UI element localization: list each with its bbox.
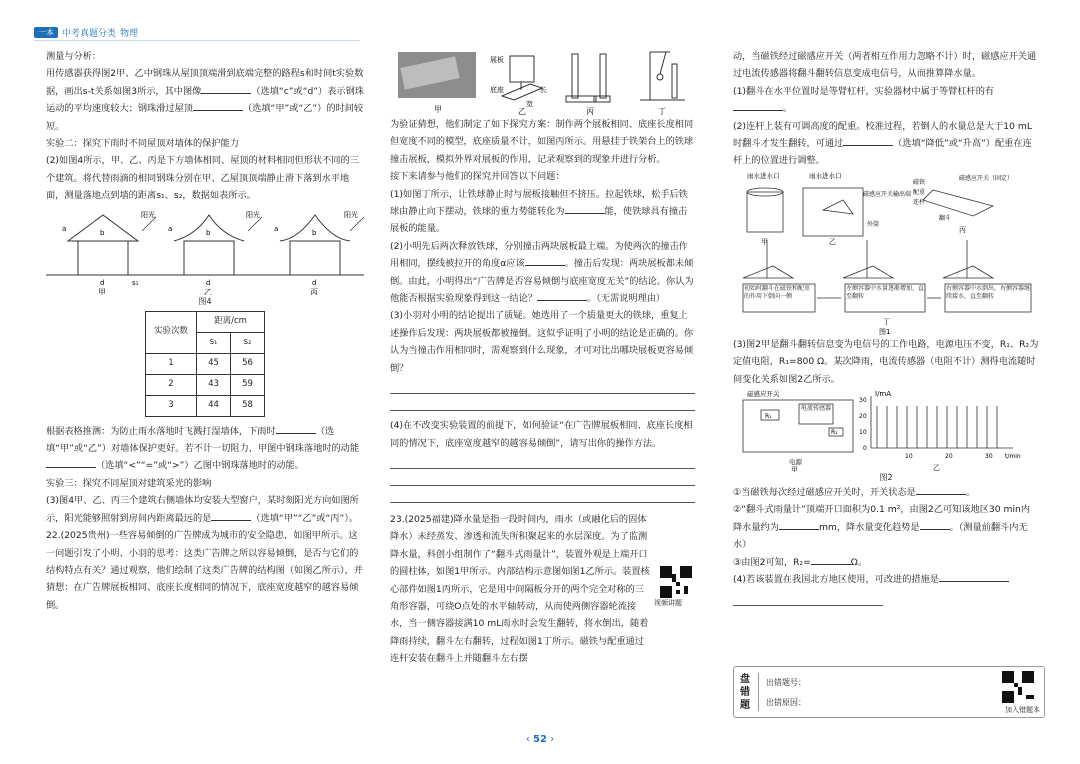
table-header-trial: 实验次数 xyxy=(146,311,197,353)
label-length: 长 xyxy=(540,86,547,94)
ytick-0: 0 xyxy=(863,445,867,453)
sun-label-1: 阳光 xyxy=(141,210,155,219)
question-2-text: (2)如图4所示，甲、乙、丙是下方墙体相同、屋顶的材料相同但形状不同的三个建筑。将代替雨滴的相同钢珠分别在甲、乙屋顶顶端静止滑下落到水平地面，测量落地点到墙的距离s₁、s₂，数据如表所示。 xyxy=(46,155,359,202)
table-header-distance: 距离/cm xyxy=(197,311,265,332)
column-middle xyxy=(390,48,695,668)
question-2-right-end: （选填“降低”或“升高”）配重在连杆上的位置进行调整。 xyxy=(733,138,1032,167)
figure-billboard xyxy=(390,48,695,116)
page-number: 52 xyxy=(533,734,547,745)
sub-q2-b: mm，降水量变化趋势是 xyxy=(818,521,920,533)
figure-2-svg xyxy=(733,388,1039,472)
question-2-mid-c: 。（无需说明理由） xyxy=(587,293,666,305)
question-2-right: (2)连杆上装有可调高度的配重。校准过程，若倒人的水量总是大于10 mL时翻斗才发生翻转，可通过 xyxy=(733,120,1032,150)
question-2-mid-b: 。撞击后发现：两块展板都未倾倒。由此，小明得出“广告牌是否容易倾倒与底座宽度无关”的结论。你认为他能否根据实验现象得到这一结论？ xyxy=(390,258,694,305)
label-yi: 乙 xyxy=(204,287,212,295)
fig2-label-yi: 乙 xyxy=(933,464,940,473)
experiment-three-title: 实验三：探究不同屋顶对建筑采光的影响 xyxy=(46,477,212,489)
fig1-label-ding: 丁 xyxy=(883,317,890,326)
fig1-label-bing: 丙 xyxy=(959,225,966,234)
ytick-30: 30 xyxy=(859,397,867,405)
fig1-label-yi: 乙 xyxy=(829,237,836,246)
label-bucket: 翻斗 xyxy=(939,214,952,222)
question-3-right: (3)图2甲是翻斗翻转信息变为电信号的工作电路，电源电压不变，R₁、R₂为定值电阻，R₁=800 Ω。某次降雨，电流传感器（电阻不计）测得电流随时间变化关系如图2乙所示。 xyxy=(733,338,1039,385)
question-1-right: (1)翻斗在水平位置时是等臂杠杆，实验器材中属于等臂杠杆的有 xyxy=(733,85,995,97)
step-1-text: 初始时翻斗在磁铁和配重的作用下倒向一侧 xyxy=(744,284,811,300)
sun-label-2: 阳光 xyxy=(246,210,260,219)
label-b-1: b xyxy=(100,228,105,237)
question-3-end: （选填“甲”“乙”或“丙”）。 xyxy=(251,512,359,524)
table-header-s2: s₂ xyxy=(230,332,264,353)
label-width: 宽 xyxy=(526,100,533,108)
label-b-2: b xyxy=(206,228,211,237)
label-magnetic-switch: 磁感应开关 xyxy=(747,390,780,399)
sun-label-3: 阳光 xyxy=(344,210,358,219)
label-rod: 连杆 xyxy=(913,198,926,206)
step-2-text: 左侧容器中水量逐渐增加，直至翻转 xyxy=(846,284,924,300)
xtick-30: 30 xyxy=(985,453,993,461)
fig2-ylabel: I/mA xyxy=(875,390,892,399)
experiment-two-title: 实验二：探究下雨时不同屋顶对墙体的保护能力 xyxy=(46,138,239,150)
label-outer-tube: 外筒 xyxy=(867,220,880,228)
question-3-mid-text: (3)小羽对小明的结论提出了质疑。她选用了一个质量更大的铁球，重复上述操作后发现：两块展板都被撞倒。这似乎证明了小明的结论是正确的。你认为当撞击作用相同时，需观察到什么现象，才可对比出哪块展板更容易倾倒？ xyxy=(390,310,694,374)
figure-1-svg xyxy=(733,170,1039,336)
mistake-box xyxy=(733,666,1045,718)
fig-label-yi: 乙 xyxy=(518,107,526,116)
ytick-20: 20 xyxy=(859,413,867,421)
answer-line-3[interactable] xyxy=(390,452,695,469)
sub-q3-end: Ω。 xyxy=(850,556,868,568)
sub-q1-end: 。 xyxy=(965,487,975,499)
sub-q2: ②“翻斗式雨量计”顶端开口面积为0.1 m²，由图2乙可知该地区30 min内降水量约为 xyxy=(733,504,1031,533)
blank-8[interactable] xyxy=(537,300,587,301)
label-jia: 甲 xyxy=(98,287,106,295)
question-3-text: (3)图4甲、乙、丙三个建筑右侧墙体均安装大型窗户，某时刻阳光方向如图所示，阳光能够照射到房间内距离最远的是 xyxy=(46,495,359,524)
label-a-2: a xyxy=(168,224,173,233)
figure-4 xyxy=(46,205,364,295)
label-r2: R₂ xyxy=(831,429,838,437)
label-counterweight: 配重 xyxy=(913,188,926,196)
sub-q1: ①当磁铁每次经过磁感应开关时，开关状态是 xyxy=(733,487,916,499)
mistake-label: 盘错题 xyxy=(740,674,750,711)
blank-14[interactable] xyxy=(811,564,851,565)
blank-3[interactable] xyxy=(276,433,316,434)
answer-line-6[interactable] xyxy=(733,589,883,606)
label-base: 底座 xyxy=(490,86,504,94)
column-left xyxy=(46,48,364,614)
figure-2-caption: 图2 xyxy=(879,473,893,483)
add-mistake-link[interactable]: 加入错题本 xyxy=(1005,706,1040,714)
mistake-divider xyxy=(758,673,759,711)
fig1-label-jia: 甲 xyxy=(761,237,768,246)
billboard-svg xyxy=(390,48,695,116)
label-power: 电源 xyxy=(789,458,802,467)
table-row: 2 43 59 xyxy=(146,374,265,395)
fig-label-jia: 甲 xyxy=(434,105,442,114)
answer-line-5[interactable] xyxy=(390,486,695,503)
text-measure: 测量与分析： xyxy=(46,51,102,62)
series-title: 中考真题分类 xyxy=(62,29,117,39)
subject-title: 物理 xyxy=(120,29,139,39)
label-r1: R₁ xyxy=(765,413,772,421)
fig2-xlabel: t/min xyxy=(1005,453,1021,461)
blank-12[interactable] xyxy=(779,529,819,530)
label-board: 展板 xyxy=(490,56,504,64)
blank-15[interactable] xyxy=(939,581,1009,582)
qr-label: 视频讲题 xyxy=(654,599,682,607)
xtick-20: 20 xyxy=(945,453,953,461)
label-d-1: d xyxy=(100,278,105,287)
text-speed: （选填“c”或“d”）表示钢珠运动的平均速度较大；钢珠滑过屋顶 xyxy=(46,85,364,115)
text-sensor: 用传感器获得图2甲、乙中钢珠从屋顶顶端滑到底端完整的路程s和时间t实验数据，画出s-t关系如图3所示，其中图像 xyxy=(46,68,364,97)
figure-1-caption: 图1 xyxy=(879,327,891,336)
figure-4-caption: 图4 xyxy=(198,296,212,306)
continued-text: 动，当磁铁经过磁感应开关（两者相互作用力忽略不计）时，磁感应开关通过电流传感器将翻斗翻转信息变成电信号，从而推算降水量。 xyxy=(733,51,1037,80)
label-inlet-1: 雨水进水口 xyxy=(747,171,780,180)
answer-line-2[interactable] xyxy=(390,394,695,411)
mistake-row-number: 出错题号： xyxy=(766,678,806,687)
label-a-1: a xyxy=(62,224,67,233)
label-a-3: a xyxy=(274,224,279,233)
label-magnet: 磁铁 xyxy=(913,178,926,186)
question-1-end: 能，使铁球具有撞击展板的能量。 xyxy=(390,206,688,235)
page-footer: ‹ 52 › xyxy=(525,734,555,745)
sub-q2-c: 。（测量前翻斗内无水） xyxy=(733,521,1028,551)
figure-4-svg xyxy=(46,205,364,295)
table-header-s1: s₁ xyxy=(197,332,231,353)
blank-5[interactable] xyxy=(211,520,251,521)
sub-q3: ③由图2可知，R₂= xyxy=(733,556,811,568)
text-energy: （选填“甲”或“乙”）对墙体保护更好。若不计一切阻力，甲图中钢珠落地时的动能 xyxy=(46,425,360,455)
answer-line-1[interactable] xyxy=(390,377,695,394)
header-divider xyxy=(34,40,360,41)
label-b-3: b xyxy=(312,228,317,237)
data-table xyxy=(145,311,265,417)
blank-9[interactable] xyxy=(733,110,783,111)
question-22-text: 22.(2025贵州)一些容易倾倒的广告牌成为城市的安全隐患，如图甲所示。这一问题引发了小明、小羽的思考：这类广告牌之所以容易倾倒，是否与它们的结构特点有关？通过观察，他们绘制了这类广告牌的结构图（如图乙所示），并猜想：在广告牌展板相同、底座长度相同的情况下，底座宽度越窄的越容易倾倒。 xyxy=(46,530,363,611)
column-right xyxy=(733,48,1039,606)
step-3-text: 右侧容器中水倒出，右侧容器继续接水，直至翻转 xyxy=(946,284,1030,300)
xtick-10: 10 xyxy=(905,453,913,461)
blank-4[interactable] xyxy=(46,467,96,468)
ytick-10: 10 xyxy=(859,429,867,437)
blank-1[interactable] xyxy=(201,93,251,94)
blank-6[interactable] xyxy=(565,213,605,214)
blank-11[interactable] xyxy=(916,494,966,495)
label-fixed-switch: 磁感应开关（固定） xyxy=(959,174,1014,182)
figure-1 xyxy=(733,170,1039,336)
blank-7[interactable] xyxy=(525,265,565,266)
label-d-3: d xyxy=(312,278,317,287)
answer-line-4[interactable] xyxy=(390,469,695,486)
blank-13[interactable] xyxy=(920,529,950,530)
label-current-sensor: 电流传感器 xyxy=(800,405,831,413)
label-s1: s₁ xyxy=(132,278,139,287)
text-time: （选填“甲”或“乙”）的时间较短。 xyxy=(46,103,364,132)
question-4-mid-text: (4)在不改变实验装置的前提下，如何验证“在广告牌展板相同、底座长度相同的情况下，底座宽度越窄的越容易倾倒”，请写出你的操作方法。 xyxy=(390,420,693,449)
instruction-text: 接下来请参与他们的探究并回答以下问题： xyxy=(390,171,565,183)
mistake-row-reason: 出错原因： xyxy=(766,698,806,707)
qr-code-icon[interactable] xyxy=(660,566,692,598)
label-bing: 丙 xyxy=(310,287,318,295)
blank-2[interactable] xyxy=(193,110,243,111)
label-inlet-2: 雨水进水口 xyxy=(809,171,842,180)
fig-label-ding: 丁 xyxy=(658,107,666,116)
period: 。 xyxy=(783,103,793,115)
plan-text: 为验证猜想，他们制定了如下探究方案：制作两个展板相同、底座长度相同但宽度不同的模型，底座质量不计，如图丙所示。用悬挂于铁架台上的铁球撞击展板，模拟外界对展板的作用，记录观察到的现象并进行分析。 xyxy=(390,119,694,165)
question-1-text: (1)如图丁所示，让铁球静止时与展板接触但不挤压。拉起铁球，松手后铁球由静止向下摆动，铁球的重力势能转化为 xyxy=(390,188,688,218)
table-row: 1 45 56 xyxy=(146,353,265,374)
label-d-2: d xyxy=(206,278,211,287)
blank-10[interactable] xyxy=(843,145,893,146)
table-row: 3 44 58 xyxy=(146,395,265,416)
fig2-label-jia: 甲 xyxy=(791,466,798,473)
figure-2 xyxy=(733,388,1039,472)
mistake-qr-icon[interactable] xyxy=(1002,671,1034,703)
question-23-text: 23.(2025福建)降水量是指一段时间内，雨水（或融化后的固体降水）未经蒸发、渗透和流失所积聚起来的水层深度。为了监测降水量，科创小组制作了“翻斗式雨量计”，装置外观是上端开口的圆柱体，如图1甲所示。内部结构示意图如图1乙所示。装置核心部件如图1丙所示，它是用中间隔板分开的两个完全对称的三角形容器，可绕O点处的水平轴转动，从而使两侧容器轮流接水，当一侧容器接满10 mL雨水时会发生翻转，将水倒出，随着降雨持续，翻斗左右翻转，过程如图1丁所示。磁铁与配重通过连杆安装在翻斗上并随翻斗左右摆 xyxy=(390,513,650,665)
text-energy-end: （选填“<”“=”或“>”）乙图中钢珠落地时的动能。 xyxy=(96,460,304,472)
page-header xyxy=(34,26,138,39)
label-switch-output: 磁感应开关输出端 xyxy=(863,190,912,198)
sub-q4: (4)若该装置在我国北方地区使用，可改进的措施是 xyxy=(733,574,939,586)
fig-label-bing: 丙 xyxy=(586,107,594,116)
question-2-text-mid: (2)小明先后两次释放铁球，分别撞击两块展板最上端。为使两次的撞击作用相同，摆线被拉开的角度α应该 xyxy=(390,240,688,270)
text-table-infer: 根据表格推测：为防止雨水落地时飞溅打湿墙体，下雨时 xyxy=(46,425,276,437)
brand-logo: 一本 xyxy=(34,27,58,38)
